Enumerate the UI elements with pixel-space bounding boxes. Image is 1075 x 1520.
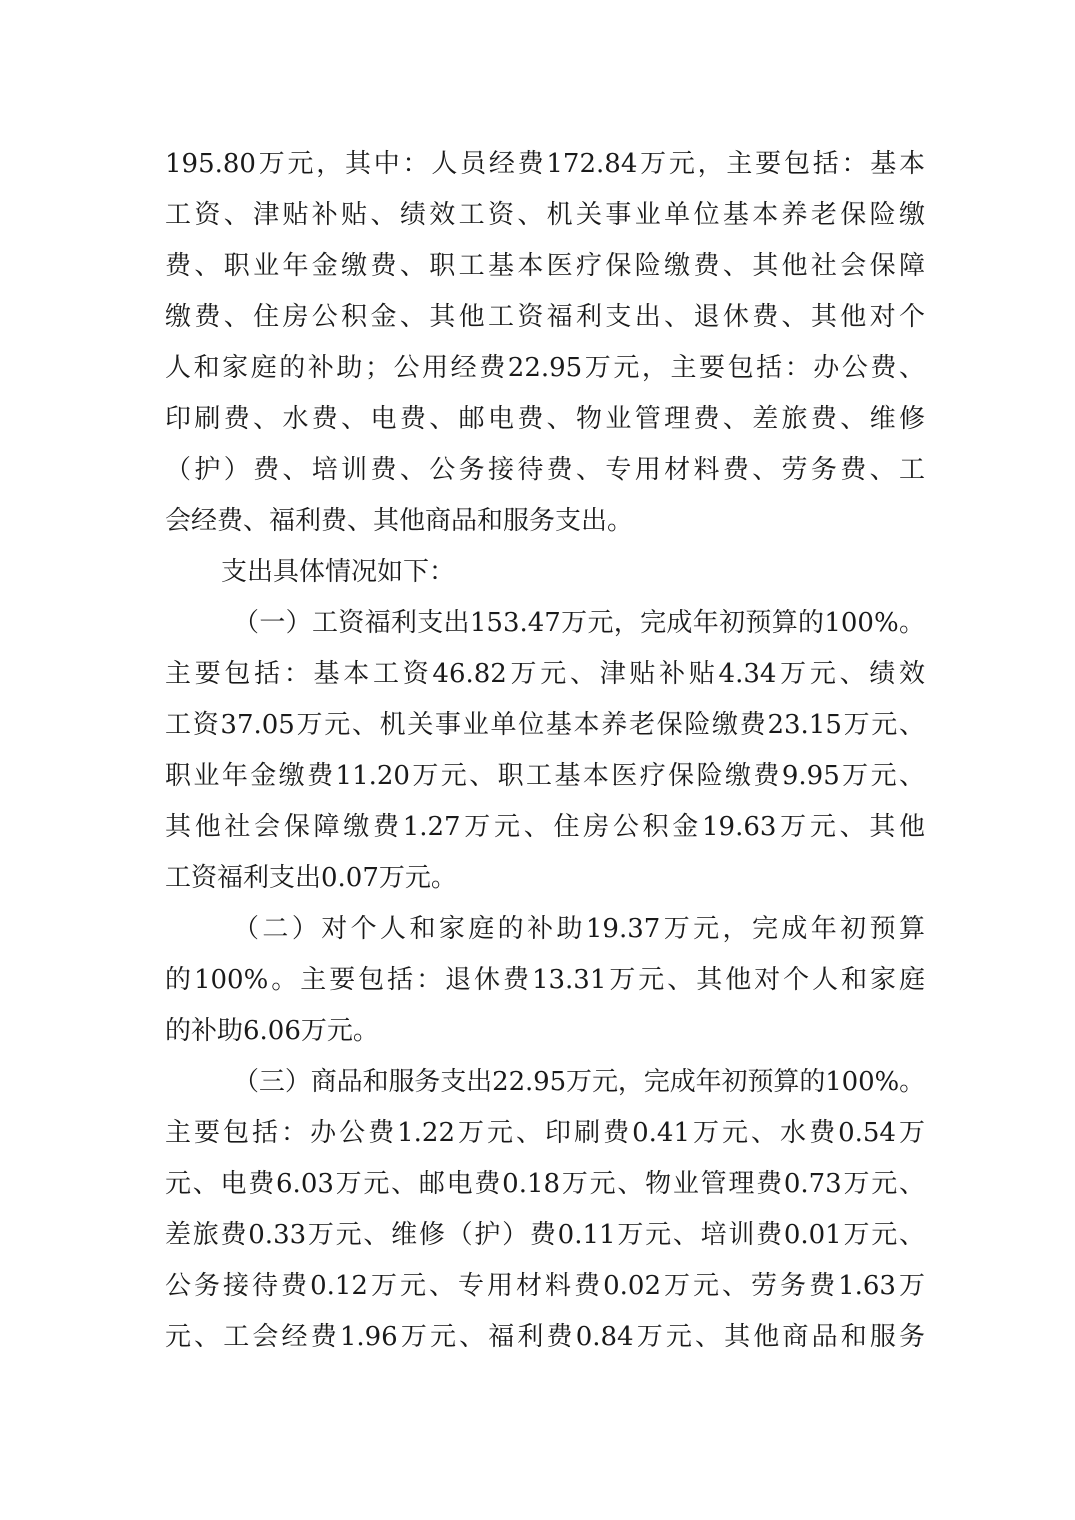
text-line: 支出具体情况如下：: [221, 557, 456, 587]
text-line: （三）商品和服务支出22.95万元，完成年初预算的100%。: [233, 1067, 925, 1097]
text-line: 工资、津贴补贴、绩效工资、机关事业单位基本养老保险缴: [165, 200, 925, 230]
text-line: 的补助6.06万元。: [165, 1016, 379, 1046]
text-line: 的100%。主要包括：退休费13.31万元、其他对个人和家庭: [165, 965, 925, 995]
text-line: 印刷费、水费、电费、邮电费、物业管理费、差旅费、维修: [165, 404, 925, 434]
body-text: [165, 139, 925, 1363]
text-line: 人和家庭的补助；公用经费22.95万元，主要包括：办公费、: [165, 353, 925, 383]
text-line: 公务接待费0.12万元、专用材料费0.02万元、劳务费1.63万: [165, 1271, 925, 1301]
text-line: 职业年金缴费11.20万元、职工基本医疗保险缴费9.95万元、: [165, 761, 925, 791]
text-line: 元、电费6.03万元、邮电费0.18万元、物业管理费0.73万元、: [165, 1169, 925, 1199]
text-line: 缴费、住房公积金、其他工资福利支出、退休费、其他对个: [165, 302, 925, 332]
text-line: （一）工资福利支出153.47万元，完成年初预算的100%。: [233, 608, 925, 638]
text-line: 费、职业年金缴费、职工基本医疗保险缴费、其他社会保障: [165, 251, 925, 281]
text-line: 差旅费0.33万元、维修（护）费0.11万元、培训费0.01万元、: [165, 1220, 925, 1250]
text-line: 主要包括：基本工资46.82万元、津贴补贴4.34万元、绩效: [165, 659, 925, 689]
text-line: （护）费、培训费、公务接待费、专用材料费、劳务费、工: [165, 455, 925, 485]
text-line: 工资福利支出0.07万元。: [165, 863, 457, 893]
text-line: （二）对个人和家庭的补助19.37万元，完成年初预算: [233, 914, 925, 944]
text-line: 其他社会保障缴费1.27万元、住房公积金19.63万元、其他: [165, 812, 925, 842]
text-line: 会经费、福利费、其他商品和服务支出。: [165, 506, 634, 536]
text-line: 元、工会经费1.96万元、福利费0.84万元、其他商品和服务: [165, 1322, 925, 1352]
text-line: 主要包括：办公费1.22万元、印刷费0.41万元、水费0.54万: [165, 1118, 925, 1148]
text-line: 工资37.05万元、机关事业单位基本养老保险缴费23.15万元、: [165, 710, 925, 740]
text-line: 195.80万元，其中：人员经费172.84万元，主要包括：基本: [165, 149, 925, 179]
